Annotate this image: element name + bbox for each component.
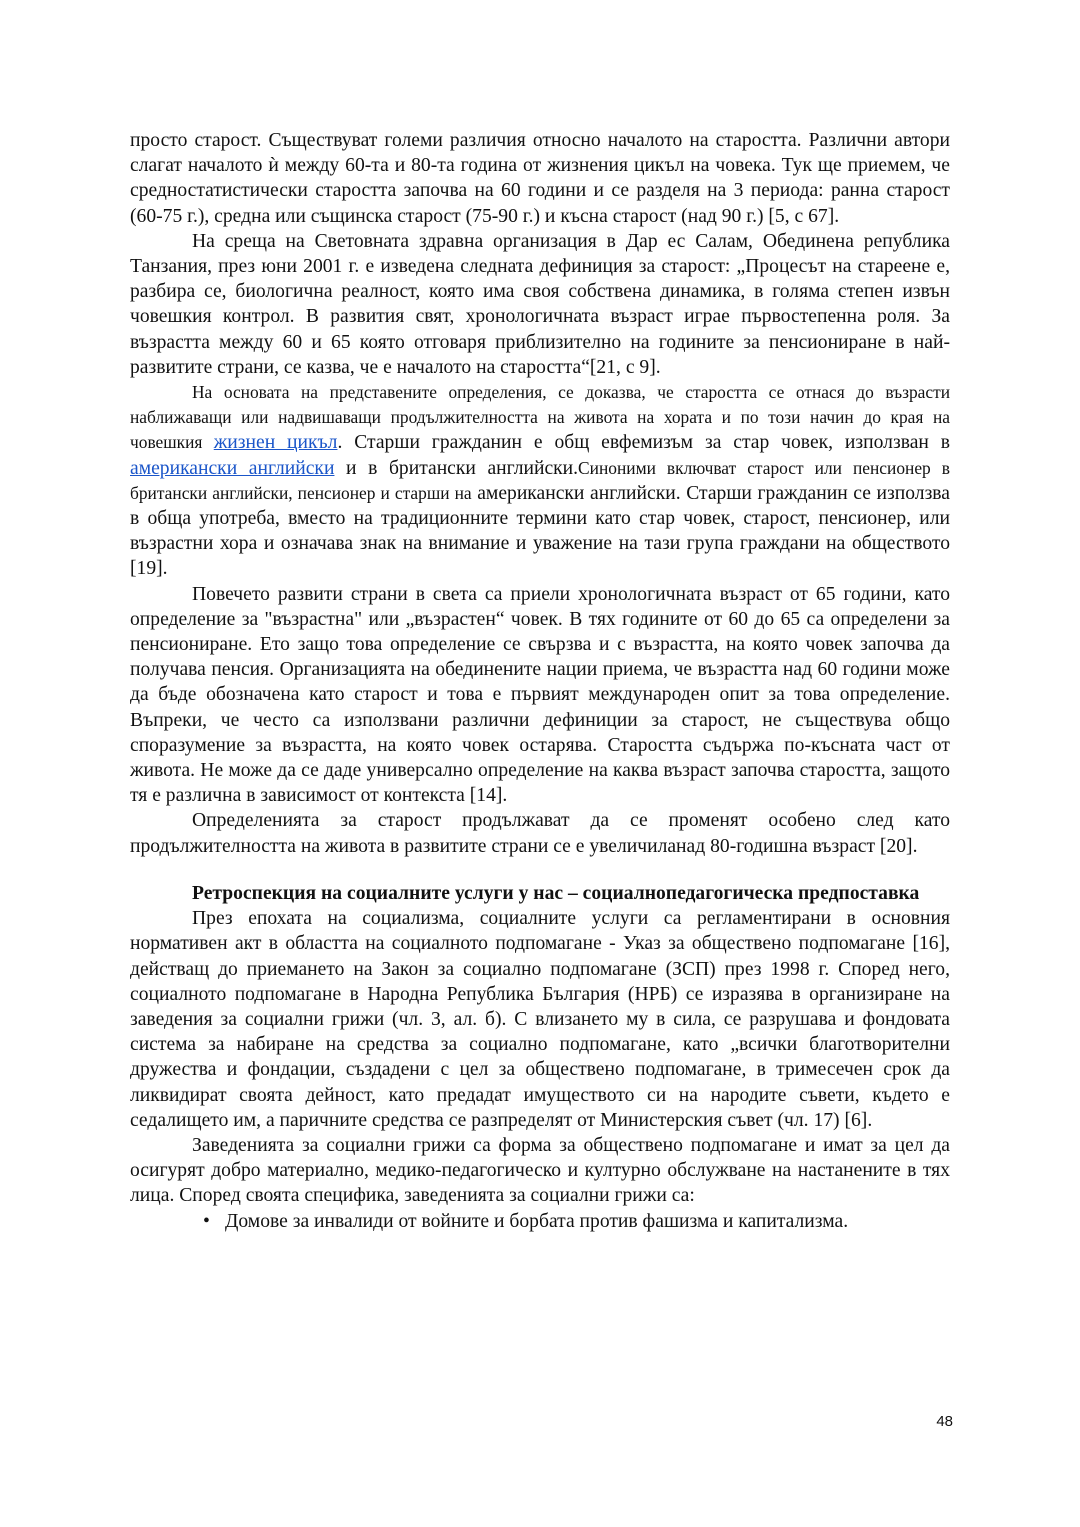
paragraph-6: През епохата на социализма, социалните услуги са регламентирани в основния нормативен акт в областта на социалното подпомагане - Указ за обществено подпомагане [16], действащ до приемането на Закон за социално подпомагане (ЗСП) през 1998 г. Според него, социалното подпомагане в Народна Република България (НРБ) се изразява в организиране на заведения за социални грижи (чл. 3, ал. б). С влизането му в сила, се разрушава и фондовата система за набиране на средства за социално подпомагане, като „всички благотворителни дружества и фондации, създадени с цел за обществено подпомагане, в тримесечен срок да ликвидират своята дейност, като предадат имуществото си на народите съвети, където е седалището им, а паричните средства се разпределят от Министерския съвет (чл. 17) [6].: [130, 908, 950, 1131]
bullet-list: [130, 1209, 950, 1234]
document-page: [130, 128, 950, 1234]
link-life-cycle[interactable]: жизнен цикъл: [213, 432, 338, 454]
paragraph-1: просто старост. Съществуват големи различия относно началото на старостта. Различни автори слагат началото ѝ между 60-та и 80-та година от жизнения цикъл на човека. Тук ще приемем, че средностатистически старостта започва на 60 години и се разделя на 3 периода: ранна старост (60-75 г.), средна или същинска старост (75-90 г.) и късна старост (над 90 г.) [5, с 67].: [130, 130, 950, 227]
list-item: [203, 1209, 950, 1234]
paragraph-3: [130, 380, 950, 582]
paragraph-7: Заведенията за социални грижи са форма за обществено подпомагане и имат за цел да осигурят добро материално, медико-педагогическо и културно обслужване на настанените в тях лица. Според своята специфика, заведенията за социални грижи са:: [130, 1134, 950, 1207]
page-number: 48: [936, 1413, 953, 1430]
bullet-icon: •: [203, 1210, 210, 1232]
paragraph-3-tail: американски английски. Старши гражданин се използва в обща употреба, вместо на традиционните термини като стар човек, старост, пенсионер, или възрастни хора и означава знак на внимание и уважение на тази група граждани на обществото [19].: [130, 482, 950, 580]
link-american-english[interactable]: американски английски: [130, 457, 335, 479]
paragraph-3-synonyms: Синоними включват старост или пенсионер в британски английски, пенсионер и старши на: [130, 457, 950, 503]
paragraph-3-end: и в британски английски.: [334, 457, 579, 479]
paragraph-2: На среща на Световната здравна организация в Дар ес Салам, Обединена република Танзания, през юни 2001 г. е изведена следната дефиниция за старост: „Процесът на стареене е, разбира се, биологична реалност, която има своя собствена динамика, в голяма степен извън човешкия контрол. В развития свят, хронологичната възраст играе първостепенна роля. За възрастта между 60 и 65 която отговаря приблизително на годините за пенсиониране в най-развитите страни, се казва, че е началото на старостта“[21, с 9].: [130, 230, 950, 378]
paragraph-4: Повечето развити страни в света са приели хронологичната възраст от 65 години, като определение за "възрастна" или „възрастен“ човек. В тях годините от 60 до 65 са определени за пенсиониране. Ето защо това определение се свързва и с възрастта, на която човек започва да получава пенсия. Организацията на обединените нации приема, че възрастта над 60 години може да бъде обозначена като старост и това е първият международен опит за това определение. Въпреки, че често са използвани различни дефиниции за старост, не съществува общо споразумение за възрастта, на която човек остарява. Старостта съдържа по-късната част от живота. Не може да се даде универсално определение на каква възраст започва старостта, защото тя е различна в зависимост от контекста [14].: [130, 583, 950, 807]
paragraph-5: Определенията за старост продължават да се променят особено след като продължителността на живота в развитите страни се е увеличиланад 80-годишна възраст [20].: [130, 810, 950, 857]
paragraph-3-start: На основата на представените определения, се доказва, че старостта се отнася до възрасти наближаващи или надвишаващи продължителността на живота на хората и по този начин до края на човешкия: [130, 382, 950, 453]
list-item-text: Домове за инвалиди от войните и борбата против фашизма и капитализма.: [225, 1210, 849, 1232]
paragraph-3-mid: . Старши гражданин е общ евфемизъм за стар човек, използван в: [337, 432, 951, 454]
section-heading: Ретроспекция на социалните услуги у нас – социалнопедагогическа предпоставка: [192, 882, 920, 904]
